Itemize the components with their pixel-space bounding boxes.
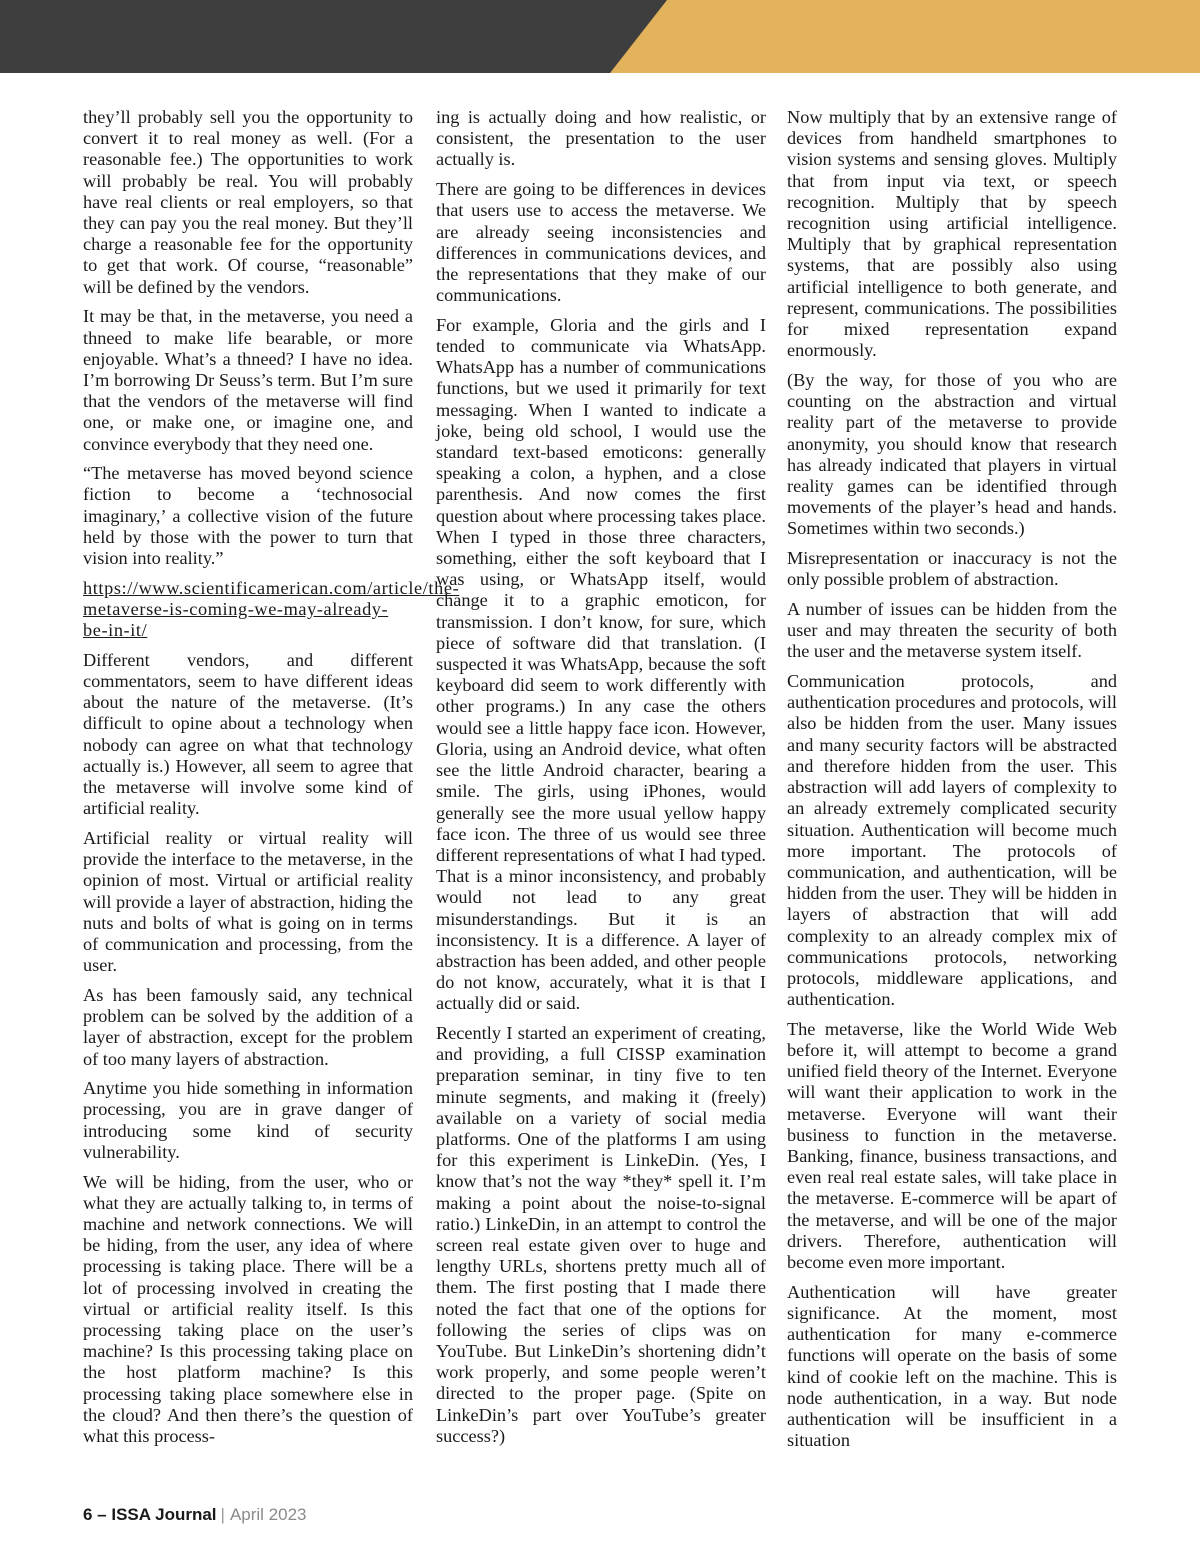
paragraph: We will be hiding, from the user, who or what they are actually talking to, in terms of machine and network connections. We will be hiding, from the user, any idea of where processing is taking place. There will be a lot of processing involved in creating the virtual or artificial reality itself. Is this processing taking place on the user’s machine? Is this processing taking place on the host platform machine? Is this processing taking place somewhere else in the cloud? And then there’s the question of what this process- (83, 1171, 413, 1446)
paragraph: Different vendors, and different commentators, seem to have different ideas about the nature of the metaverse. (It’s difficult to opine about a technology when nobody can agree on what that technology actually is.) However, all seem to agree that the metaverse will involve some kind of artificial reality. (83, 649, 413, 819)
column-2 (436, 107, 766, 1456)
pull-quote: “The metaverse has moved beyond science fiction to become a ‘technosocial imaginary,’ a collective vision of the future held by those with the power to turn that vision into reality.” (83, 463, 413, 569)
paragraph: Recently I started an experiment of creating, and providing, a full CISSP examination preparation seminar, in tiny five to ten minute segments, and making it (freely) available on a variety of social media platforms. One of the platforms I am using for this experiment is LinkeDin. (Yes, I know that’s not the way *they* spell it. I’m making a point about the noise-to-signal ratio.) LinkeDin, in an attempt to control the screen real estate given over to huge and lengthy URLs, shortens pretty much all of them. The first posting that I made there noted the fact that one of the options for following the series of clips was on YouTube. But LinkeDin’s shortening didn’t work properly, and some people weren’t directed to the proper page. (Spite on LinkeDin’s part over YouTube’s greater success?) (436, 1023, 766, 1446)
paragraph: For example, Gloria and the girls and I tended to communicate via WhatsApp. WhatsApp has a number of communications functions, but we used it primarily for text messaging. When I wanted to indicate a joke, being old school, I would use the standard text-based emoticons: generally speaking a colon, a hyphen, and a close parenthesis. And now comes the first question about where processing takes place. When I typed in those three characters, something, either the soft keyboard that I was using, or WhatsApp itself, would change it to a graphic emoticon, for transmission. I don’t know, for sure, which piece of software did that translation. (I suspected it was WhatsApp, because the soft keyboard did seem to work differently with other programs.) In any case the others would see a little happy face icon. However, Gloria, using an Android device, what often see the little Android character, bearing a smile. The girls, using iPhones, would generally see the more usual yellow happy face icon. The three of us would see three different representations of what I had typed. That is a minor inconsistency, and probably would not lead to any great misunderstandings. But it is an inconsistency. It is a difference. A layer of abstraction has been added, and other people do not know, accurately, what it is that I actually did or said. (436, 314, 766, 1014)
paragraph: As has been famously said, any technical problem can be solved by the addition of a layer of abstraction, except for the problem of too many layers of abstraction. (83, 984, 413, 1069)
paragraph: It may be that, in the metaverse, you need a thneed to make life bearable, or more enjoyable. What’s a thneed? I have no idea. I’m borrowing Dr Seuss’s term. But I’m sure that the vendors of the metaverse will find one, or make one, or imagine one, and convince everybody that they need one. (83, 306, 413, 454)
paragraph: Artificial reality or virtual reality will provide the interface to the metaverse, in the opinion of most. Virtual or artificial reality will provide a layer of abstraction, hiding the nuts and bolts of what is going on in terms of communication and processing, from the user. (83, 828, 413, 976)
page-label: 6 – ISSA Journal (83, 1505, 217, 1524)
paragraph: Misrepresentation or inaccuracy is not the only possible problem of abstraction. (787, 548, 1117, 590)
page-footer (83, 1505, 307, 1525)
paragraph: Anytime you hide something in information processing, you are in grave danger of introducing some kind of security vulnerability. (83, 1078, 413, 1162)
paragraph: ing is actually doing and how realistic, or consistent, the presentation to the user actually is. (436, 107, 766, 170)
paragraph: Authentication will have greater significance. At the moment, most authentication for many e-commerce functions will operate on the basis of some kind of cookie left on the machine. This is node authentication, in a way. But node authentication will be insufficient in a situation (787, 1281, 1117, 1451)
paragraph: A number of issues can be hidden from the user and may threaten the security of both the user and the metaverse system itself. (787, 598, 1117, 662)
paragraph: they’ll probably sell you the opportunity to convert it to real money as well. (For a reasonable fee.) The opportunities to work will probably be real. You will probably have real clients or real employers, so that they can pay you the real money. But they’ll charge a reasonable fee for the opportunity to get that work. Of course, “reasonable” will be defined by the vendors. (83, 107, 413, 297)
header-banner (0, 0, 1200, 73)
issue-date: April 2023 (229, 1505, 307, 1524)
header-gold-band (610, 0, 1200, 73)
paragraph: Communication protocols, and authentication procedures and protocols, will also be hidden from the user. Many issues and many security factors will be abstracted and therefore hidden from the user. This abstraction will add layers of complexity to an already extremely complicated security situation. Authentication will become much more important. The protocols of communication, and authentication, will be hidden from the user. They will be hidden in layers of abstraction that will add complexity to an already complex mix of communications protocols, networking protocols, middleware applications, and authentication. (787, 671, 1117, 1010)
column-3 (787, 107, 1117, 1460)
column-1 (83, 107, 460, 1456)
footer-separator: | (220, 1505, 225, 1524)
paragraph: There are going to be differences in devices that users use to access the metaverse. We are already seeing inconsistencies and differences in communications devices, and the representations that they make of our communications. (436, 179, 766, 306)
source-link-paragraph (83, 577, 460, 642)
paragraph: (By the way, for those of you who are counting on the abstraction and virtual reality part of the metaverse to provide anonymity, you should know that research has already indicated that players in virtual reality games can be identified through movements of the player’s head and hands. Sometimes within two seconds.) (787, 369, 1117, 539)
paragraph: The metaverse, like the World Wide Web before it, will attempt to become a grand unified field theory of the Internet. Everyone will want their application to work in the metaverse. Everyone will want their business to function in the metaverse. Banking, finance, business transactions, and even real real estate sales, will take place in the metaverse. E-commerce will be apart of the metaverse, and will be one of the major drivers. Therefore, authentication will become even more important. (787, 1018, 1117, 1273)
source-link[interactable]: https://www.scientificamerican.com/article/the-metaverse-is-coming-we-may-already-be-in-it/ (83, 577, 460, 641)
paragraph: Now multiply that by an extensive range of devices from handheld smartphones to vision systems and sensing gloves. Multiply that from input via text, or speech recognition. Multiply that by speech recognition using artificial intelligence. Multiply that by graphical representation systems, that are possibly also using artificial intelligence to both generate, and represent, communications. The possibilities for mixed representation expand enormously. (787, 107, 1117, 361)
